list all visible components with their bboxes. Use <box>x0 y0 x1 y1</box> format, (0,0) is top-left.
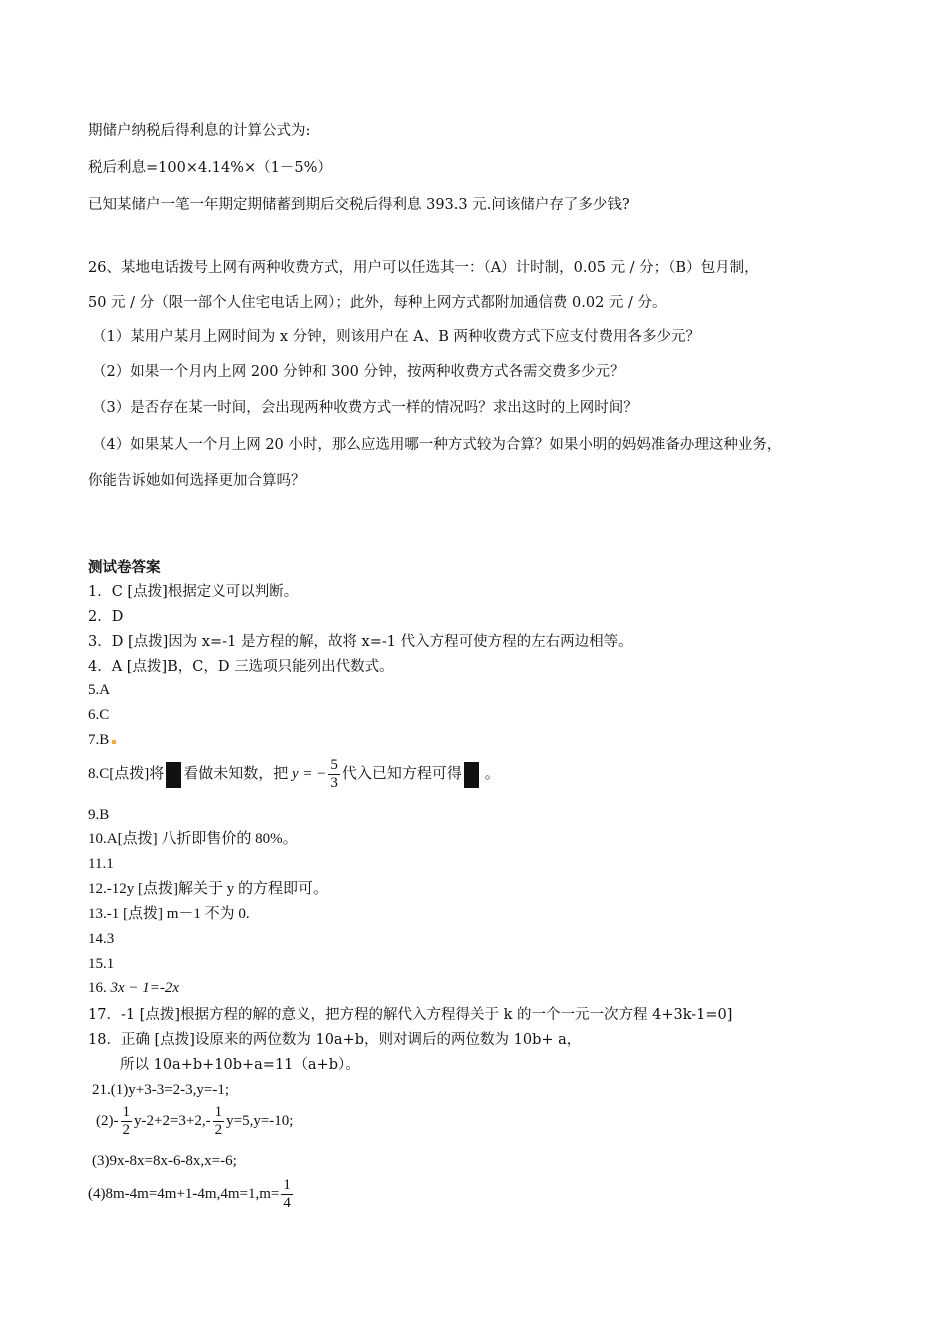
answer-8: 8.C[点拨]将 看做未知数，把 y = − $\frac{5}{3}$ 代入已知方程可得 。 <box>88 757 500 792</box>
answer-11: 11.1 <box>88 856 114 872</box>
answer-18-line2: 所以 10a+b+10b+a=11（a+b）。 <box>120 1057 360 1073</box>
formula-intro: 期储户纳税后得利息的计算公式为: <box>88 123 311 139</box>
answer-5: 5.A <box>88 682 111 698</box>
answer-21-2: (2)- $\frac{1}{2}$ y-2+2=3+2,- $\frac{1}{2}$ y=5,y=-10; <box>96 1104 294 1139</box>
answer-14: 14.3 <box>88 931 115 947</box>
fraction-1-2: $\frac{1}{2}$ <box>122 1104 130 1139</box>
question-25-text: 已知某储户一笔一年期定期储蓄到期后交税后得利息 393.3 元.问该储户存了多少钱? <box>88 197 630 213</box>
answer-18-line1: 18．正确 [点拨]设原来的两位数为 10a+b，则对调后的两位数为 10b+ a， <box>88 1032 582 1048</box>
answer-13: 13.-1 [点拨] m－1 不为 0. <box>88 906 250 922</box>
question-26-sub3: （3）是否存在某一时间，会出现两种收费方式一样的情况吗？求出这时的上网时间？ <box>92 400 638 416</box>
answer-12: 12.-12y [点拨]解关于 y 的方程即可。 <box>88 881 328 897</box>
fraction-5-3: $\frac{5}{3}$ <box>330 757 338 792</box>
question-26-sub1: （1）某用户某月上网时间为 x 分钟，则该用户在 A、B 两种收费方式下应支付费用各多少元？ <box>92 329 700 345</box>
fraction-1-4: $\frac{1}{4}$ <box>283 1177 291 1212</box>
mark-dot <box>112 740 116 744</box>
redacted-block <box>166 762 181 788</box>
answer-7: 7.B <box>88 730 116 750</box>
answer-21-1: 21.(1)y+3-3=2-3,y=-1; <box>92 1082 230 1098</box>
question-26-line2: 50 元 / 分（限一部个人住宅电话上网）；此外，每种上网方式都附加通信费 0.02 元 / 分。 <box>88 295 667 311</box>
answer-21-4: (4)8m-4m=4m+1-4m,4m=1,m= $\frac{1}{4}$ <box>88 1177 291 1212</box>
question-26-line1: 26、某地电话拨号上网有两种收费方式，用户可以任选其一：（A）计时制，0.05 元 / 分；（B）包月制， <box>88 260 759 276</box>
answer-1: 1．C [点拨]根据定义可以判断。 <box>88 584 299 600</box>
answer-16: 16. 3x − 1=-2x <box>88 980 180 996</box>
question-26-sub4a: （4）如果某人一个月上网 20 小时，那么应选用哪一种方式较为合算？如果小明的妈妈准备办理这种业务， <box>92 437 782 453</box>
formula-line: 税后利息=100×4.14%×（1－5%） <box>88 160 332 176</box>
question-26-sub2: （2）如果一个月内上网 200 分钟和 300 分钟，按两种收费方式各需交费多少元？ <box>92 364 625 380</box>
answers-heading: 测试卷答案 <box>88 560 161 576</box>
answer-6: 6.C <box>88 707 110 723</box>
answer-9: 9.B <box>88 807 110 823</box>
answer-2: 2．D <box>88 609 124 625</box>
question-26-sub4b: 你能告诉她如何选择更加合算吗？ <box>88 473 306 489</box>
answer-17: 17．-1 [点拨]根据方程的解的意义，把方程的解代入方程得关于 k 的一个一元一次方程 4+3k-1=0] <box>88 1007 733 1023</box>
fraction-1-2: $\frac{1}{2}$ <box>214 1104 223 1139</box>
answer-15: 15.1 <box>88 956 115 972</box>
answer-3: 3．D [点拨]因为 x=-1 是方程的解，故将 x=-1 代入方程可使方程的左右两边相等。 <box>88 634 633 650</box>
answer-10: 10.A[点拨] 八折即售价的 80%。 <box>88 831 298 847</box>
answer-21-3: (3)9x-8x=8x-6-8x,x=-6; <box>92 1153 237 1169</box>
answer-4: 4．A [点拨]B，C，D 三选项只能列出代数式。 <box>88 659 394 675</box>
redacted-block <box>464 762 479 788</box>
